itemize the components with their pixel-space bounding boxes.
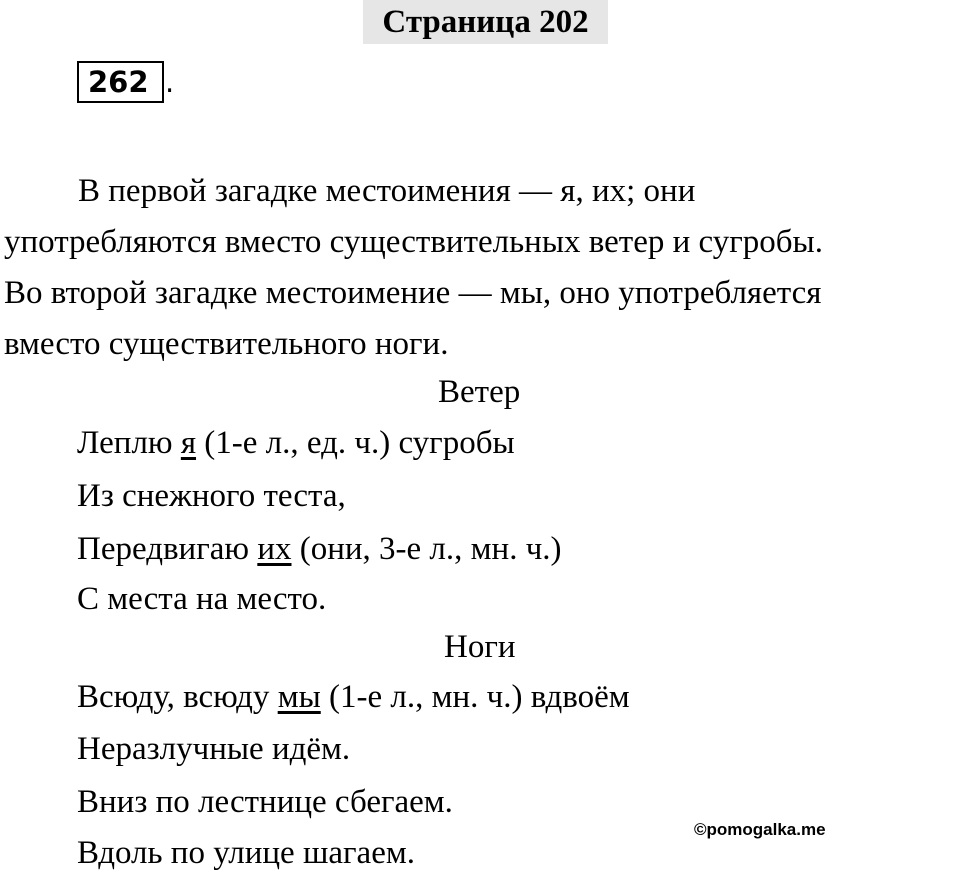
riddle-2-line-2: Неразлучные идём. [77,731,351,767]
intro-line-3: Во второй загадке местоимение — мы, оно употребляется [4,275,822,311]
riddle-1-line-4: С места на место. [77,581,327,617]
riddle-2-line-4: Вдоль по улице шагаем. [77,835,415,871]
riddle-1-line-1-end: (1-е л., ед. ч.) сугробы [196,425,515,461]
watermark: ©pomogalka.me [694,820,826,839]
page-title: Страница 202 [363,0,608,44]
intro-paragraph [4,166,959,370]
riddle-1-line-2: Из снежного теста, [77,478,346,514]
task-number-dot: . [165,65,175,99]
riddle-2-line-1-end: (1-е л., мн. ч.) вдвоём [320,679,630,715]
riddle-2-line-1-start: Всюду, всюду [77,679,278,715]
riddle-1-title: Ветер [438,374,521,410]
riddle-1-line-3-start: Передвигаю [77,531,258,567]
riddle-1-line-3 [77,529,562,569]
pronoun-ya: я [180,425,197,461]
riddle-2-line-1 [77,677,630,717]
pronoun-my: мы [277,679,321,715]
riddle-1-line-1 [77,423,515,463]
riddle-1-line-1-start: Леплю [77,425,181,461]
intro-line-1 [4,166,959,217]
intro-line-4: вместо существительного ноги. [4,326,449,362]
riddle-1-line-3-end: (они, 3-е л., мн. ч.) [291,531,562,567]
riddle-2-title: Ноги [444,629,516,665]
intro-line-1-text: В первой загадке местоимения — я, их; они [78,173,696,209]
task-number: 262 [77,61,164,103]
intro-line-2: употребляются вместо существительных ветер и сугробы. [4,224,823,260]
riddle-2-line-3: Вниз по лестнице сбегаем. [77,784,453,820]
pronoun-ikh: их [257,531,292,567]
